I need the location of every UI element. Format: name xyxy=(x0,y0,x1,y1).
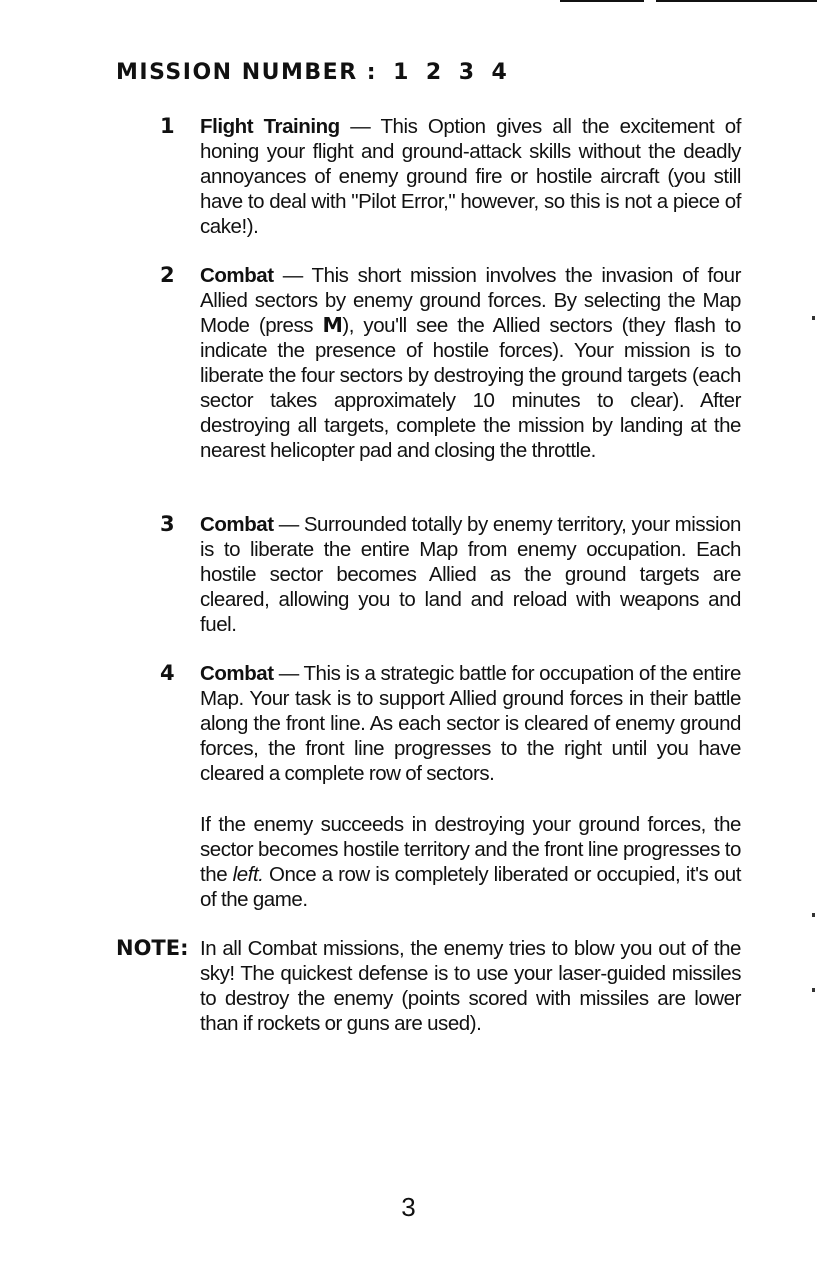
mission-4-para2-a: If the enemy succeeds in destroying your ground forces, the sector becomes hostile territory and the front line progresses to the xyxy=(200,813,741,886)
mission-3-number: 3 xyxy=(160,512,175,536)
heading-number-2: 2 xyxy=(425,60,443,85)
top-rule-right xyxy=(656,0,817,2)
page-number xyxy=(0,1192,817,1223)
mission-4-para2-emphasis: left. xyxy=(232,863,264,886)
heading-numbers xyxy=(377,60,508,85)
mission-2-description-a: — This short mission involves the invasion of four Allied sectors by enemy ground forces. By selecting the Map Mode (press xyxy=(200,264,741,337)
scan-speck-3 xyxy=(812,988,815,992)
mission-4-description: — This is a strategic battle for occupation of the entire Map. Your task is to support Allied ground forces in their battle along the front line. As each sector is cleared of enemy ground forces, the front line progresses to the right until you have cleared a complete row of sectors. xyxy=(200,662,741,785)
mission-3-description: — Surrounded totally by enemy territory, your mission is to liberate the entire Map from enemy occupation. Each hostile sector becomes Allied as the ground targets are cleared, allowing you to land and reload with weapons and fuel. xyxy=(200,513,741,636)
note-text: In all Combat missions, the enemy tries to blow you out of the sky! The quickest defense is to use your laser-guided missiles to destroy the enemy (points scored with missiles are lower than if rockets or guns are used). xyxy=(200,937,741,1035)
mission-4-paragraph-2-text xyxy=(200,812,741,912)
mission-1-title: Flight Training xyxy=(200,115,340,138)
mission-3-text xyxy=(200,512,741,637)
scan-speck-1 xyxy=(812,316,815,320)
mission-1-description: — This Option gives all the excitement of honing your flight and ground-attack skills without the deadly annoyances of enemy ground fire or hostile aircraft (you still have to deal with "Pilot Error," however, so this is not a piece of cake!). xyxy=(200,115,741,238)
scan-speck-2 xyxy=(812,913,815,917)
mission-2-text xyxy=(200,263,741,463)
mission-4-text xyxy=(200,661,741,786)
map-mode-key: M xyxy=(322,313,343,337)
page-number-value: 3 xyxy=(401,1192,416,1222)
heading-number-1: 1 xyxy=(393,60,410,85)
page-heading xyxy=(116,60,508,85)
mission-2-number: 2 xyxy=(160,263,175,287)
top-rule-left xyxy=(560,0,644,2)
mission-4-number: 4 xyxy=(160,661,175,685)
mission-2-title: Combat xyxy=(200,264,274,287)
mission-2-description-b: ), you'll see the Allied sectors (they flash to indicate the presence of hostile forces). Your mission is to liberate the four sectors by destroying the ground targets (each sector takes approximately 10 minutes to clear). After destroying all targets, complete the mission by landing at the nearest helicopter pad and closing the throttle. xyxy=(200,314,741,462)
mission-1-number: 1 xyxy=(160,114,175,138)
mission-4-title: Combat xyxy=(200,662,274,685)
heading-number-4: 4 xyxy=(491,60,509,85)
heading-label: MISSION NUMBER : xyxy=(116,60,378,85)
mission-4-para2-b: Once a row is completely liberated or occupied, it's out of the game. xyxy=(200,863,741,911)
note-label: NOTE: xyxy=(116,936,189,960)
mission-3-title: Combat xyxy=(200,513,274,536)
heading-number-3: 3 xyxy=(458,60,476,85)
mission-1-text xyxy=(200,114,741,239)
